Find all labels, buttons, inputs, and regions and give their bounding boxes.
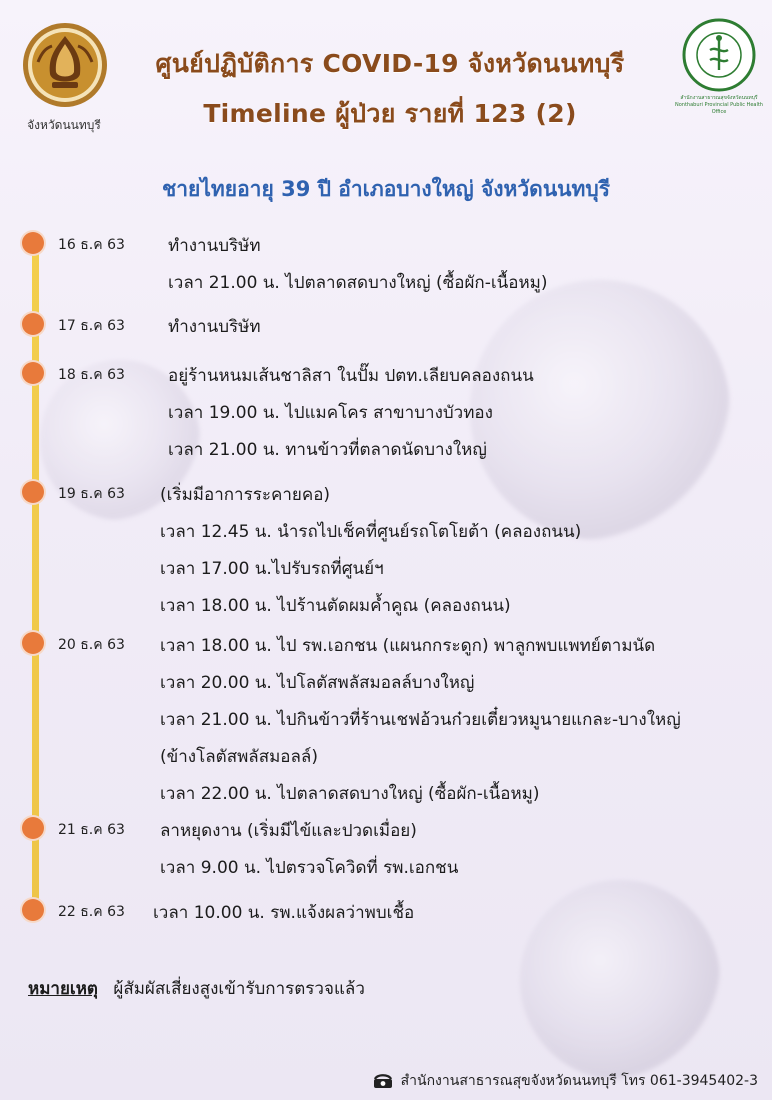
timeline-event-line: เวลา 20.00 น. ไปโลตัสพลัสมอลล์บางใหญ่	[160, 673, 475, 693]
timeline-event-line: เวลา 22.00 น. ไปตลาดสดบางใหญ่ (ซื้อผัก-เนื้อหมู)	[160, 784, 540, 804]
header	[0, 0, 772, 150]
timeline-event-line: เวลา 21.00 น. ไปกินข้าวที่ร้านเชฟอ้วนก๋วยเตี๋ยวหมูนายแกละ-บางใหญ่	[160, 710, 681, 730]
timeline-event-line: (ข้างโลตัสพลัสมอลล์)	[160, 747, 318, 767]
timeline-dot	[22, 313, 44, 335]
moph-label: สำนักงานสาธารณสุขจังหวัดนนทบุรี Nonthaburi Provincial Public Health Office	[675, 95, 763, 115]
timeline-date: 21 ธ.ค 63	[58, 822, 125, 838]
ministry-of-public-health-logo	[682, 18, 756, 92]
footer-contact: สำนักงานสาธารณสุขจังหวัดนนทบุรี โทร 061-3945402-3	[400, 1073, 758, 1089]
timeline-dot	[22, 481, 44, 503]
timeline-event-line: เวลา 18.00 น. ไป รพ.เอกชน (แผนกกระดูก) พาลูกพบแพทย์ตามนัด	[160, 636, 656, 656]
timeline-dot	[22, 232, 44, 254]
timeline-date: 22 ธ.ค 63	[58, 904, 125, 920]
footer	[373, 1070, 758, 1092]
timeline-date: 16 ธ.ค 63	[58, 237, 125, 253]
timeline-date: 17 ธ.ค 63	[58, 318, 125, 334]
timeline-event-line: ลาหยุดงาน (เริ่มมีไข้และปวดเมื่อย)	[160, 821, 417, 841]
page-title: ศูนย์ปฏิบัติการ COVID-19 จังหวัดนนทบุรี	[155, 49, 625, 78]
note-text: ผู้สัมผัสเสี่ยงสูงเข้ารับการตรวจแล้ว	[113, 979, 365, 999]
timeline-bar	[32, 240, 39, 912]
timeline-event-line: เวลา 19.00 น. ไปแมคโคร สาขาบางบัวทอง	[168, 403, 493, 423]
timeline-event-line: เวลา 18.00 น. ไปร้านตัดผมค้ำคูณ (คลองถนน)	[160, 596, 511, 616]
seal-label: จังหวัดนนทบุรี	[27, 118, 101, 132]
timeline-event-line: (เริ่มมีอาการระคายคอ)	[160, 485, 331, 505]
timeline-event-line: เวลา 21.00 น. ไปตลาดสดบางใหญ่ (ซื้อผัก-เนื้อหมู)	[168, 273, 548, 293]
timeline-event-line: เวลา 12.45 น. นำรถไปเช็คที่ศูนย์รถโตโยต้า (คลองถนน)	[160, 522, 582, 542]
timeline-event-line: เวลา 17.00 น.ไปรับรถที่ศูนย์ฯ	[160, 559, 384, 579]
timeline-dot	[22, 632, 44, 654]
note-label: หมายเหตุ	[28, 979, 98, 999]
background-virus-decoration	[520, 880, 720, 1080]
timeline-date: 20 ธ.ค 63	[58, 637, 125, 653]
timeline-event-line: ทำงานบริษัท	[168, 317, 261, 337]
timeline-event-line: เวลา 9.00 น. ไปตรวจโควิดที่ รพ.เอกชน	[160, 858, 459, 878]
timeline-date: 18 ธ.ค 63	[58, 367, 125, 383]
background-virus-decoration	[470, 280, 730, 540]
timeline-date: 19 ธ.ค 63	[58, 486, 125, 502]
timeline-dot	[22, 899, 44, 921]
timeline-event-line: อยู่ร้านหนมเส้นชาลิสา ในปั๊ม ปตท.เลียบคลองถนน	[168, 366, 534, 386]
timeline-event-line: เวลา 21.00 น. ทานข้าวที่ตลาดนัดบางใหญ่	[168, 440, 487, 460]
phone-icon	[373, 1073, 393, 1089]
timeline-event-line: ทำงานบริษัท	[168, 236, 261, 256]
patient-summary: ชายไทยอายุ 39 ปี อำเภอบางใหญ่ จังหวัดนนทบุรี	[162, 177, 610, 201]
page-subtitle-timeline: Timeline ผู้ป่วย รายที่ 123 (2)	[203, 99, 577, 128]
timeline-dot	[22, 362, 44, 384]
timeline-dot	[22, 817, 44, 839]
nonthaburi-seal-logo	[22, 22, 108, 108]
note	[28, 975, 365, 1002]
timeline-event-line: เวลา 10.00 น. รพ.แจ้งผลว่าพบเชื้อ	[153, 903, 415, 923]
